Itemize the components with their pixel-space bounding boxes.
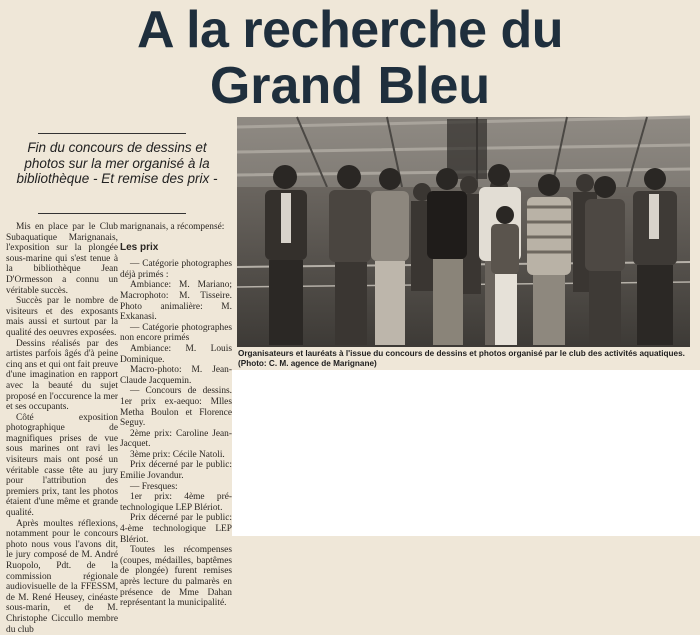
paragraph: Après moultes réflexions, notamment pour le concours photo nous vous l'avons dit, le jury composé de M. André Ruopolo, Pdt. de la commission régionale audiovisuelle de la FFESSM, de M. René Heusey, cinéaste sous-marin, et de M. Christophe Ciccullo membre du club	[6, 518, 118, 635]
photo-caption: Organisateurs et lauréats à l'issue du concours de dessins et photos organisé par le club des activités aquatiques. (Photo: C. M. agence de Marignane)	[238, 349, 685, 368]
blank-paper-area	[232, 370, 700, 536]
paragraph: Succès par le nombre de visiteurs et des exposants mais aussi et surtout par la qualité des oeuvres exposées.	[6, 296, 118, 338]
headline-line-2: Grand Bleu	[209, 57, 491, 115]
prize-line: — Fresques:	[130, 481, 178, 492]
prize-line: Ambiance: M. Mariano; Macrophoto: M. Tisseire. Photo animalière: M. Exkanasi.	[120, 280, 232, 323]
prize-line: Prix décerné par le public: 4-ème technologique LEP Blériot.	[120, 513, 232, 545]
prize-line: 1er prix: 4ème pré-technologique LEP Blériot.	[120, 492, 232, 513]
prize-line: Toutes les récompenses (coupes, médailles, baptêmes de plongée) furent remises après lecture du palmarès en présence de Mme Dahan représentant la municipalité.	[120, 545, 232, 609]
paragraph: Mis en place par le Club Subaquatique Marignanais, l'exposition sur la plongée sous-marine qui s'est tenue à la bibliothèque Jean D'Ormesson a connu un véritable succès.	[6, 222, 118, 296]
prize-line: — Catégorie photographes déjà primés :	[120, 259, 232, 280]
article-subhead: Fin du concours de dessins et photos sur la mer organisé à la bibliothèque - Et remise des prix -	[16, 140, 218, 186]
prize-line: — Concours de dessins. 1er prix ex-aequo: Mlles Metha Boulon et Florence Seguy.	[120, 386, 232, 429]
prize-line: Macro-photo: M. Jean-Claude Jacquemin.	[120, 365, 232, 386]
prize-line: 3ème prix: Cécile Natoli.	[130, 449, 225, 460]
section-heading: Les prix	[120, 241, 159, 253]
prize-line: Ambiance: M. Louis Dominique.	[120, 343, 232, 365]
bottom-rule	[38, 213, 186, 214]
prize-line: Prix décerné par le public: Emilie Jovandur.	[120, 460, 232, 482]
article-column-1	[6, 222, 118, 635]
article-column-2	[120, 222, 232, 609]
headline-line-1: A la recherche du	[137, 1, 563, 59]
prize-line: 2ème prix: Caroline Jean-Jacquet.	[120, 428, 232, 450]
paragraph: Dessins réalisés par des artistes parfois âgés d'à peine cinq ans et qui ont fait preuve d'une imagination en rapport avec la beauté du sujet proposé en l'occurence la mer et ses occupants.	[6, 338, 118, 413]
top-rule	[38, 133, 186, 134]
group-photo-image	[237, 117, 690, 347]
paragraph: Côté exposition photographique de magnifiques prises de vue sous marines ont ravi les visiteurs mais ont posé un véritable casse tête au jury pour l'attribution des premiers prix, tant les photos étaient d'une même et grande qualité.	[6, 412, 118, 519]
paragraph: marignanais, a récompensé:	[120, 222, 225, 232]
prize-line: — Catégorie photographes non encore primés	[120, 322, 232, 344]
group-photo	[237, 117, 690, 347]
